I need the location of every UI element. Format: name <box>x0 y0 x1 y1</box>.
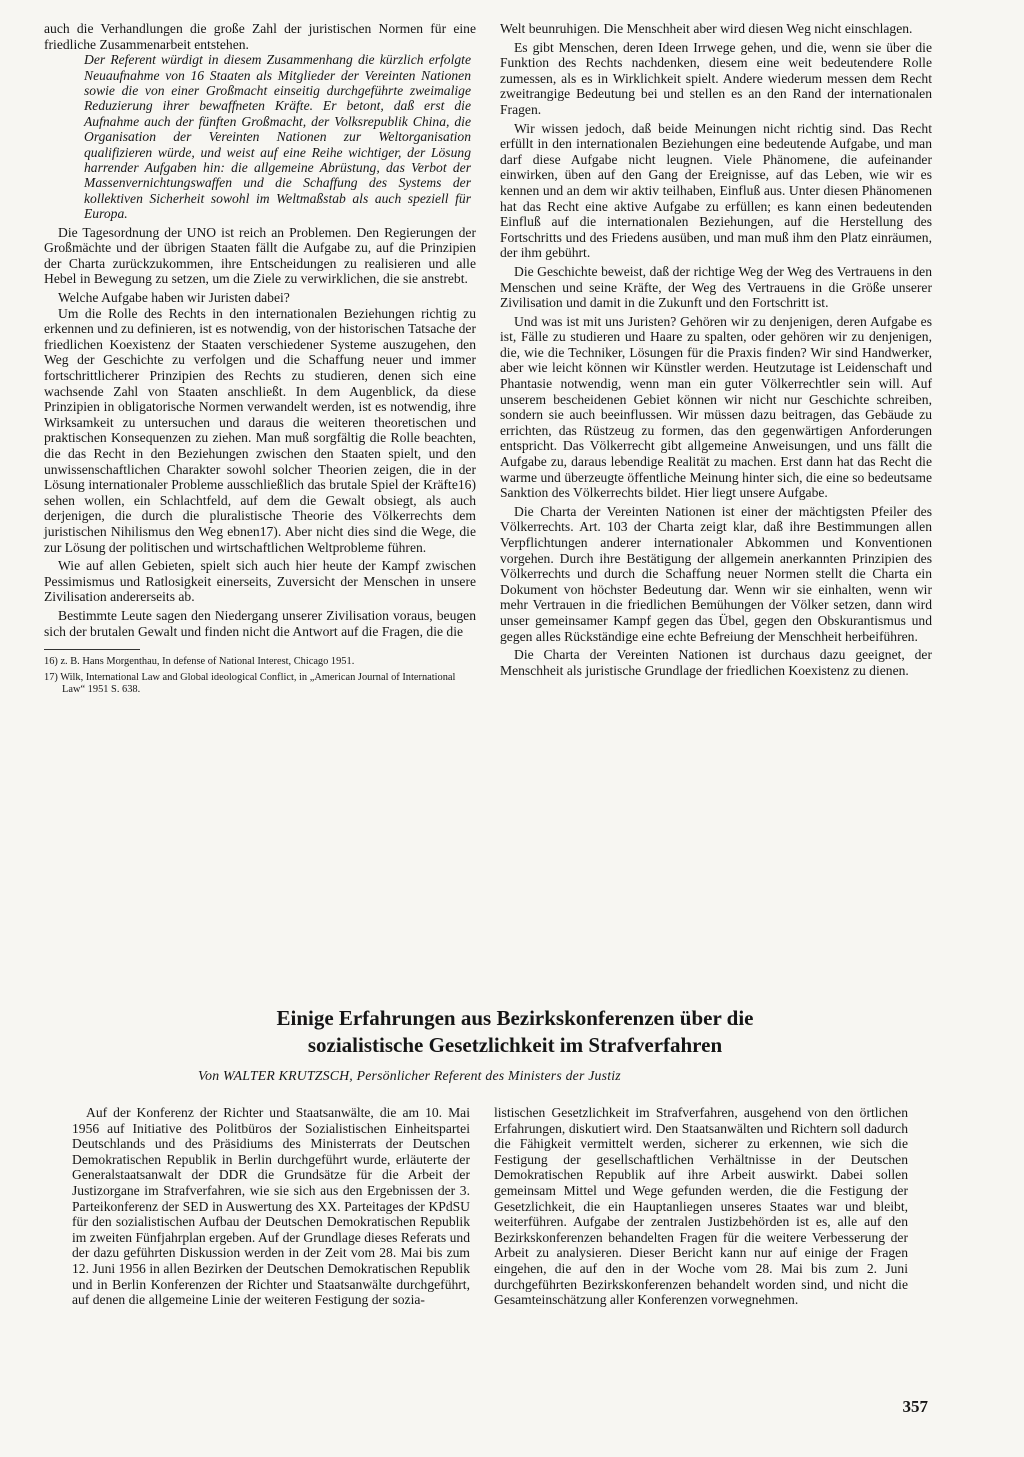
footnote-16: 16) z. B. Hans Morgenthau, In defense of National Interest, Chicago 1951. <box>44 656 355 668</box>
paragraph: auch die Verhandlungen die große Zahl der juristischen Normen für eine friedliche Zusammenarbeit entstehen. <box>44 21 476 52</box>
paragraph: Um die Rolle des Rechts in den internationalen Beziehungen richtig zu erkennen und zu definieren, ist es notwendig, von der historischen Tatsache der friedlichen Koexistenz der Staaten verschiedener Systeme auszugehen, den Weg der Geschichte zu verfolgen und die Schaffung neuer und immer fortschrittlicherer Prinzipien des Rechts zu studieren, denen sich eine wachsende Zahl von Staaten anschließt. In dem Augenblick, da diese Prinzipien in obligatorische Normen verwandelt werden, ist es notwendig, ihre Wirksamkeit zu untersuchen und daraus die weiteren theoretischen und praktischen Konsequenzen zu ziehen. Man muß sorgfältig die Rolle beachten, die das Recht in den Beziehungen zwischen den Staaten spielt, und den unwissenschaftlichen Charakter sowohl solcher Theorien zeigen, die in der Lösung internationaler Probleme ausschließlich das brutale Spiel der Kräfte16) sehen wollen, ein Schlachtfeld, auf dem die Gewalt obsiegt, als auch derjenigen, die durch die pluralistische Theorie des Völkerrechts dem juristischen Nihilismus den Weg ebnen17). Aber nicht dies sind die Wege, die zur Lösung der politischen und wirtschaftlichen Weltprobleme führen. <box>44 305 476 555</box>
article-title <box>150 1005 880 1059</box>
page-number: 357 <box>902 1397 928 1416</box>
paragraph: Welt beunruhigen. Die Menschheit aber wird diesen Weg nicht einschlagen. <box>500 21 913 36</box>
article-title-line-2: sozialistische Gesetzlichkeit im Strafverfahren <box>307 1033 723 1057</box>
left-column <box>44 21 476 700</box>
paragraph: Welche Aufgabe haben wir Juristen dabei? <box>58 290 290 306</box>
article-right-column <box>494 1105 908 1308</box>
paragraph: Wie auf allen Gebieten, spielt sich auch hier heute der Kampf zwischen Pessimismus und Ratlosigkeit einerseits, Zuversicht der Menschen in unsere Zivilisation andererseits ab. <box>44 558 476 605</box>
paragraph: Die Geschichte beweist, daß der richtige Weg der Weg des Vertrauens in den Menschen und seine Kräfte, der Weg des Vertrauens in die Größe unserer Zivilisation und damit in die Zukunft und den Fortschritt ist. <box>500 263 932 311</box>
paragraph: Bestimmte Leute sagen den Niedergang unserer Zivilisation voraus, beugen sich der brutalen Gewalt und finden nicht die Antwort auf die Fragen, die die <box>44 607 476 639</box>
footnote-rule <box>44 649 140 650</box>
paragraph: Wir wissen jedoch, daß beide Meinungen nicht richtig sind. Das Recht erfüllt in den internationalen Beziehungen eine bedeutende Aufgabe, und man darf diese Aufgabe nicht leugnen. Viele Phänomene, die aufeinander einwirken, üben auf den Gang der Ereignisse, auf das Leben, wie wir es kennen und an dem wir aktiv teilhaben, Einfluß aus. Unter diesen Phänomenen hat das Recht eine aktive Aufgabe zu erfüllen; es kann einen bedeutenden Einfluß auf die internationalen Beziehungen, auf die Herstellung des Fortschritts und des Friedens ausüben, und man muß ihm den Platz einräumen, der ihm gebührt. <box>500 120 932 261</box>
article-title-line-1: Einige Erfahrungen aus Bezirkskonferenzen über die <box>276 1006 754 1030</box>
article-byline: Von WALTER KRUTZSCH, Persönlicher Referent des Ministers der Justiz <box>198 1068 621 1083</box>
paragraph: Und was ist mit uns Juristen? Gehören wir zu denjenigen, deren Aufgabe es ist, Fälle zu studieren und Haare zu spalten, oder gehören wir zu denjenigen, die, wie die Techniker, Lösungen für die Praxis finden? Wir sind Handwerker, aber wie leicht können wir Künstler werden. Heutzutage ist Leidenschaft und Phantasie notwendig, wenn man ein guter Völkerrechtler sein will. Auf unserem bescheidenen Gebiet können wir nicht nur Geschichte schreiben, sondern sie auch beeinflussen. Wir müssen dazu beitragen, das Gebäude zu errichten, das Rüstzeug zu formen, das den gegenwärtigen Anforderungen entspricht. Das Völkerrecht gibt allgemeine Anweisungen, und uns fällt die Aufgabe zu, daraus lebendige Realität zu machen. Erst dann hat das Recht die warme und überzeugte öffentliche Meinung hinter sich, die eine so bedeutsame Sanktion des Völkerrechts bildet. Hier liegt unsere Aufgabe. <box>500 313 932 501</box>
right-column <box>500 21 932 678</box>
paragraph: Die Tagesordnung der UNO ist reich an Problemen. Den Regierungen der Großmächte und der übrigen Staaten fällt die Aufgabe zu, auf die Prinzipien der Charta zurückzukommen, ihre Entscheidungen zu realisieren und alle Hebel in Bewegung zu setzen, um die Ziele zu verwirklichen, die sie anstrebt. <box>44 224 476 287</box>
article-left-column <box>72 1105 470 1308</box>
paragraph: Die Charta der Vereinten Nationen ist einer der mächtigsten Pfeiler des Völkerrechts. Art. 103 der Charta zeigt klar, daß ihre Bestimmungen allen Verpflichtungen anderer internationaler Abkommen und Konventionen vorgehen. Durch ihre Bestätigung der allgemein anerkannten Prinzipien des Völkerrechts und durch die Schaffung neuer Normen stellt die Charta ein Dokument von höchster Bedeutung dar. Wenn wir sie einhalten, wenn wir mehr Vertrauen in die friedlichen Bemühungen der Völker setzen, dann wird unser gemeinsamer Kampf gegen das Übel, gegen den Obskurantismus und gegen alles Rückständige eine echte Befreiung der Menschheit herbeiführen. <box>500 503 932 644</box>
footnote-17: 17) Wilk, International Law and Global ideological Conflict, in „American Journal of International Law“ 1951 S. 638. <box>44 671 456 696</box>
paragraph: Es gibt Menschen, deren Ideen Irrwege gehen, und die, wenn sie über die Funktion des Rechts nachdenken, diesem eine weit bedeutendere Rolle zumessen, als es in Wirklichkeit spielt. Andere wiederum messen dem Recht zweitrangige Bedeutung bei und stellen es an den Rand der internationalen Fragen. <box>500 39 932 117</box>
paragraph: Die Charta der Vereinten Nationen ist durchaus dazu geeignet, der Menschheit als juristische Grundlage der friedlichen Koexistenz zu dienen. <box>500 647 932 678</box>
paragraph: Auf der Konferenz der Richter und Staatsanwälte, die am 10. Mai 1956 auf Initiative des Politbüros der Sozialistischen Einheitspartei Deutschlands und des Präsidiums des Ministerrats der Deutschen Demokratischen Republik in Berlin durchgeführt wurde, erläuterte der Generalstaatsanwalt der DDR die Grundsätze für die Arbeit der Justizorgane im Strafverfahren, wie sie sich aus den Ergebnissen der 3. Parteikonferenz der SED in Auswertung des XX. Parteitages der KPdSU für den sozialistischen Aufbau der Deutschen Demokratischen Republik im zweiten Fünfjahrplan ergeben. Auf der Grundlage dieses Referats und der dazu geführten Diskussion werden in der Zeit vom 28. Mai bis zum 12. Juni 1956 in allen Bezirken der Deutschen Demokratischen Republik und in Berlin Konferenzen der Richter und Staatsanwälte durchgeführt, auf denen die allgemeine Linie der weiteren Festigung der sozia- <box>72 1105 470 1308</box>
paragraph: listischen Gesetzlichkeit im Strafverfahren, ausgehend von den örtlichen Erfahrungen, diskutiert wird. Den Staatsanwälten und Richtern soll dadurch die Fähigkeit vermittelt werden, sicherer zu erkennen, wie sich die Festigung der gesellschaftlichen Verhältnisse in der Deutschen Demokratischen Republik auf ihre Arbeit auswirkt. Dabei sollen gemeinsam Mittel und Wege gefunden werden, die die Festigung der Gesetzlichkeit, die ein Hauptanliegen unseres Staates war und bleibt, weiterführen. Aufgabe der zentralen Justizbehörden ist es, alle auf den Bezirkskonferenzen behandelten Fragen für die weitere Verbesserung der Arbeit zu analysieren. Dieser Bericht kann nur auf einige der Fragen eingehen, die auf den in der Woche vom 28. Mai bis zum 2. Juni durchgeführten Bezirkskonferenzen behandelt worden sind, und nicht die Gesamteinschätzung aller Konferenzen vorwegnehmen. <box>494 1105 908 1308</box>
quote-summary: Der Referent würdigt in diesem Zusammenhang die kürzlich erfolgte Neuaufnahme von 16 Staaten als Mitglieder der Vereinten Nationen sowie die von einer Großmacht einseitig durchgeführte zweimalige Reduzierung ihrer bewaffneten Kräfte. Er betont, daß erst die Aufnahme auch der fünften Großmacht, der Volksrepublik China, die Organisation der Vereinten Nationen zur Weltorganisation qualifizieren würde, und weist auf eine Reihe wichtiger, der Lösung harrender Aufgaben hin: die allgemeine Abrüstung, das Verbot der Massenvernichtungswaffen und die Schaffung des Systems der kollektiven Sicherheit sowohl im Weltmaßstab als auch speziell für Europa. <box>84 52 471 222</box>
